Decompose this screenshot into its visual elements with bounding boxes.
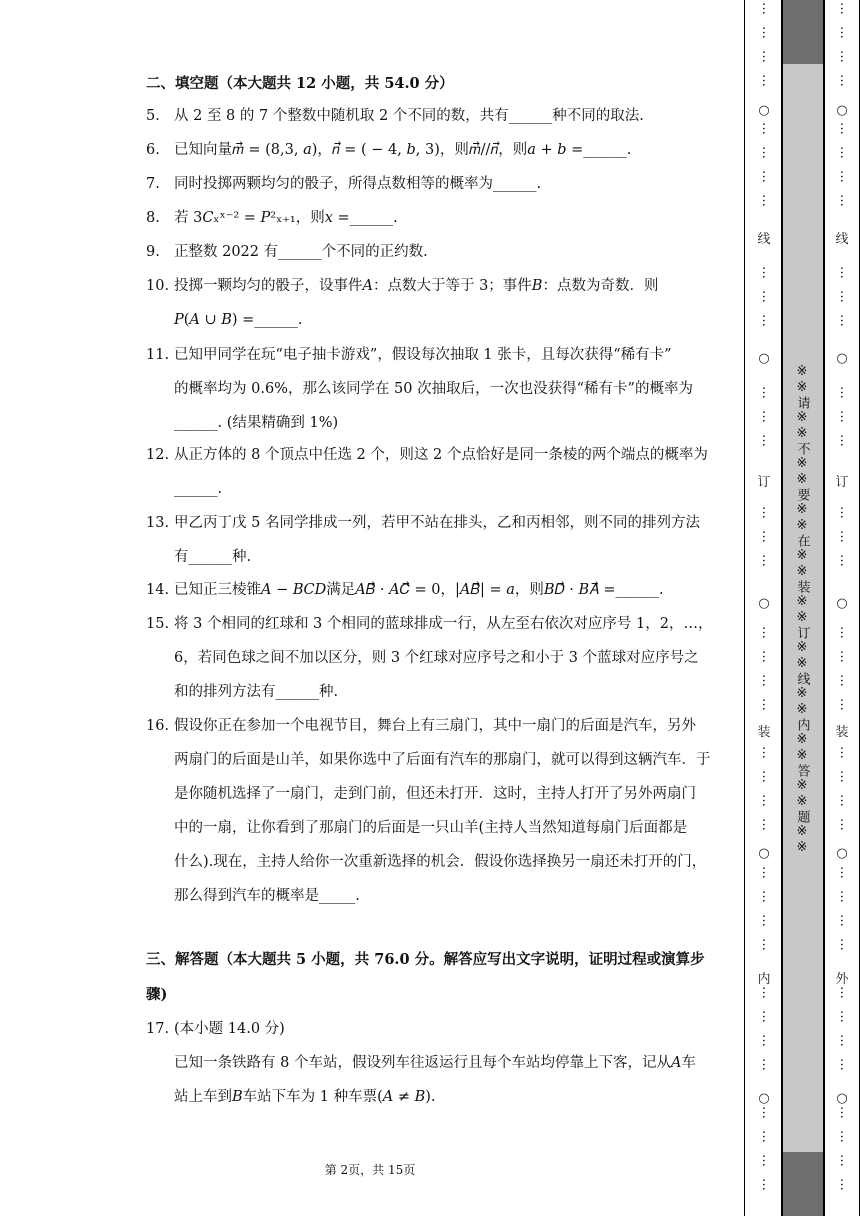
binding-dots: … [759, 674, 774, 687]
binding-dots: … [837, 386, 852, 399]
binding-dots: … [759, 890, 774, 903]
question-text-line: 正整数 2022 有______个不同的正约数. [174, 244, 428, 260]
binding-dots: … [837, 290, 852, 303]
question-text-line: 假设你正在参加一个电视节目，舞台上有三扇门，其中一扇门的后面是汽车，另外 [174, 718, 696, 734]
question-number: 12. [146, 447, 170, 463]
section-title-fill-in: 二、填空题（本大题共 12 小题，共 54.0 分） [146, 75, 454, 92]
inner-label: 装 [757, 725, 771, 740]
binding-dots: … [759, 530, 774, 543]
question-number: 9. [146, 244, 160, 260]
question-number: 5. [146, 108, 160, 124]
question-text-line: ______. (结果精确到 1%) [174, 415, 339, 431]
binding-dots: … [759, 170, 774, 183]
binding-dots: … [837, 890, 852, 903]
binding-circle-icon: ○ [836, 351, 848, 366]
question-text-line: 从正方体的 8 个顶点中任选 2 个，则这 2 个点恰好是同一条棱的两个端点的概率为 [174, 447, 708, 463]
question-number: 8. [146, 210, 160, 226]
binding-circle-icon: ○ [758, 596, 770, 611]
binding-dots: … [837, 74, 852, 87]
binding-dots: … [759, 26, 774, 39]
binding-circle-icon: ○ [836, 596, 848, 611]
binding-dots: … [837, 986, 852, 999]
binding-dots: … [759, 650, 774, 663]
binding-dots: … [837, 50, 852, 63]
binding-dots: … [837, 1154, 852, 1167]
binding-dots: … [837, 530, 852, 543]
binding-warning: ※※请※※不※※要※※在※※装※※订※※线※※内※※答※※题※※ [794, 364, 810, 856]
binding-dots: … [837, 314, 852, 327]
page-footer: 第 2页，共 15页 [324, 1163, 416, 1177]
binding-dots: … [837, 266, 852, 279]
binding-dots: … [837, 122, 852, 135]
question-text-line: 甲乙丙丁戊 5 名同学排成一列，若甲不站在排头，乙和丙相邻，则不同的排列方法 [174, 515, 700, 531]
binding-dots: … [837, 434, 852, 447]
question-number: 6. [146, 142, 160, 158]
inner-binding-marks [754, 0, 774, 1216]
binding-dots: … [759, 1058, 774, 1071]
question-number: 11. [146, 347, 170, 363]
binding-dots: … [837, 866, 852, 879]
binding-dots: … [759, 1130, 774, 1143]
binding-dots: … [759, 1034, 774, 1047]
question-number: 17. [146, 1021, 170, 1037]
binding-circle-icon: ○ [836, 103, 848, 118]
question-number: 7. [146, 176, 160, 192]
binding-dots: … [837, 650, 852, 663]
binding-dots: … [759, 122, 774, 135]
question-text-line: 已知一条铁路有 8 个车站，假设列车往返运行且每个车站均停靠上下客，记从𝐴车 [174, 1055, 696, 1071]
question-score: (本小题 14.0 分) [174, 1021, 285, 1037]
binding-dots: … [759, 50, 774, 63]
binding-dots: … [837, 554, 852, 567]
inner-label: 订 [757, 475, 771, 490]
binding-dots: … [759, 2, 774, 15]
binding-dots: … [759, 1178, 774, 1191]
binding-circle-icon: ○ [758, 846, 770, 861]
inner-label: 线 [757, 232, 771, 247]
question-text-line: 同时投掷两颗均匀的骰子，所得点数相等的概率为______. [174, 176, 542, 192]
question-text-line: 中的一扇，让你看到了那扇门的后面是一只山羊(主持人当然知道每扇门后面都是 [174, 820, 688, 836]
binding-dots: … [837, 770, 852, 783]
binding-circle-icon: ○ [758, 351, 770, 366]
binding-dots: … [837, 1010, 852, 1023]
binding-dots: … [837, 1178, 852, 1191]
question-text-line: 6，若同色球之间不加以区分，则 3 个红球对应序号之和小于 3 个蓝球对应序号之 [174, 650, 699, 666]
binding-circle-icon: ○ [758, 1091, 770, 1106]
binding-dots: … [837, 938, 852, 951]
binding-dots: … [759, 434, 774, 447]
binding-dots: … [837, 2, 852, 15]
binding-dots: … [837, 194, 852, 207]
binding-dots: … [837, 146, 852, 159]
binding-dots: … [759, 938, 774, 951]
binding-circle-icon: ○ [758, 103, 770, 118]
band-cap-bottom [783, 1152, 823, 1216]
inner-label: 内 [757, 972, 771, 987]
binding-circle-icon: ○ [836, 1091, 848, 1106]
question-text-line: 那么得到汽车的概率是_____. [174, 888, 360, 904]
question-text-line: 𝑃(𝐴 ∪ 𝐵) =______. [174, 312, 303, 328]
outer-label: 装 [835, 725, 849, 740]
binding-dots: … [837, 410, 852, 423]
binding-dots: … [759, 314, 774, 327]
question-number: 16. [146, 718, 170, 734]
question-text-line: 从 2 至 8 的 7 个整数中随机取 2 个不同的数，共有______种不同的取法. [174, 108, 644, 124]
binding-dots: … [837, 674, 852, 687]
binding-dots: … [759, 266, 774, 279]
question-number: 13. [146, 515, 170, 531]
binding-dots: … [759, 146, 774, 159]
binding-dots: … [759, 794, 774, 807]
question-text-line: 投掷一颗均匀的骰子，设事件𝐴：点数大于等于 3；事件𝐵：点数为奇数．则 [174, 278, 659, 294]
question-text-line: 已知向量𝑚⃗ = (8,3, 𝑎)，𝑛⃗ = ( − 4, 𝑏, 3)，则𝑚⃗//𝑛⃗，则𝑎 + 𝑏 =______. [174, 142, 632, 158]
binding-dots: … [837, 170, 852, 183]
binding-dots: … [837, 1130, 852, 1143]
binding-dots: … [759, 290, 774, 303]
binding-dots: … [837, 746, 852, 759]
binding-dots: … [759, 626, 774, 639]
binding-dots: … [837, 698, 852, 711]
question-number: 15. [146, 616, 170, 632]
question-number: 10. [146, 278, 170, 294]
binding-dots: … [759, 386, 774, 399]
question-text-line: ______. [174, 481, 223, 497]
outer-label: 线 [835, 232, 849, 247]
band-cap-top [783, 0, 823, 64]
binding-dots: … [837, 914, 852, 927]
binding-dots: … [759, 914, 774, 927]
question-text-line: 将 3 个相同的红球和 3 个相同的蓝球排成一行，从左至右依次对应序号 1，2，…， [174, 616, 713, 632]
binding-dots: … [759, 74, 774, 87]
question-text-line: 什么).现在，主持人给你一次重新选择的机会．假设你选择换另一扇还未打开的门， [174, 854, 707, 870]
question-text-line: 已知正三棱锥𝐴 − 𝐵𝐶𝐷满足𝐴𝐵⃗ · 𝐴𝐶⃗ = 0，|𝐴𝐵⃗| = 𝑎，则𝐵𝐷⃗ · 𝐵𝐴⃗ =______. [174, 582, 664, 598]
binding-dots: … [759, 554, 774, 567]
binding-dots: … [759, 698, 774, 711]
question-text-line: 是你随机选择了一扇门，走到门前，但还未打开．这时，主持人打开了另外两扇门 [174, 786, 696, 802]
question-text-line: 若 3𝐶ₓˣ⁻² = 𝑃²ₓ₊₁，则𝑥 =______. [174, 210, 398, 226]
binding-dots: … [759, 410, 774, 423]
binding-dots: … [759, 746, 774, 759]
binding-dots: … [837, 794, 852, 807]
binding-dots: … [759, 1010, 774, 1023]
binding-circle-icon: ○ [836, 846, 848, 861]
binding-dots: … [759, 866, 774, 879]
question-text-line: 站上车到𝐵车站下车为 1 种车票(𝐴 ≠ 𝐵). [174, 1089, 436, 1105]
binding-dots: … [759, 1154, 774, 1167]
binding-dots: … [759, 194, 774, 207]
binding-dots: … [759, 986, 774, 999]
binding-dots: … [837, 626, 852, 639]
binding-dots: … [759, 770, 774, 783]
binding-dots: … [837, 506, 852, 519]
question-text-line: 已知甲同学在玩“电子抽卡游戏”，假设每次抽取 1 张卡，且每次获得“稀有卡” [174, 347, 672, 363]
question-text-line: 有______种. [174, 549, 252, 565]
binding-dots: … [759, 506, 774, 519]
binding-dots: … [759, 1106, 774, 1119]
binding-dots: … [759, 818, 774, 831]
question-text-line: 的概率均为 0.6%，那么该同学在 50 次抽取后，一次也没获得“稀有卡”的概率为 [174, 381, 693, 397]
section-title-answer-line2: 骤) [146, 986, 168, 1003]
question-text-line: 两扇门的后面是山羊，如果你选中了后面有汽车的那扇门，就可以得到这辆汽车．于 [174, 752, 711, 768]
outer-label: 订 [835, 475, 849, 490]
binding-dots: … [837, 1106, 852, 1119]
outer-label: 外 [835, 972, 849, 987]
binding-dots: … [837, 818, 852, 831]
binding-dots: … [837, 26, 852, 39]
question-number: 14. [146, 582, 170, 598]
binding-dots: … [837, 1034, 852, 1047]
outer-binding-marks [832, 0, 852, 1216]
question-text-line: 和的排列方法有______种. [174, 684, 339, 700]
binding-dots: … [837, 1058, 852, 1071]
section-title-answer-line1: 三、解答题（本大题共 5 小题，共 76.0 分。解答应写出文字说明，证明过程或演算步 [146, 951, 705, 968]
